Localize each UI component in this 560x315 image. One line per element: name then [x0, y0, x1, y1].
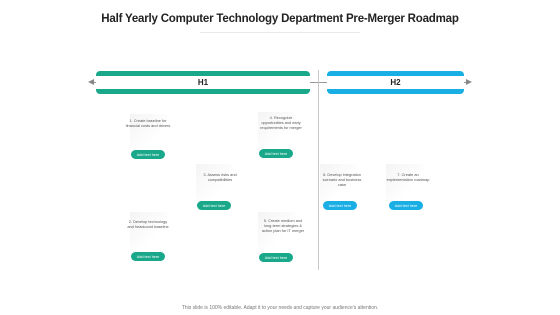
step-card-2 [130, 212, 176, 250]
step-text-1: 1. Create baseline for financial costs and drivers [125, 118, 171, 128]
add-text-button-6[interactable]: Add text here [323, 201, 357, 210]
phase-label-h2: H2 [390, 78, 401, 87]
phase-bar-h2 [327, 71, 464, 94]
footer-note: This slide is 100% editable. Adapt it to your needs and capture your audience's attention. [181, 305, 379, 311]
step-text-6: 6. Develop integration scenario and business case [322, 172, 362, 187]
step-card-3 [196, 164, 242, 202]
add-text-button-7[interactable]: Add text here [389, 201, 423, 210]
arrow-left-icon [88, 79, 94, 85]
step-text-4: 4. Recognize opportunities and early requirements for merger [260, 115, 302, 130]
page-title: Half Yearly Computer Technology Department Pre-Merger Roadmap [101, 13, 459, 25]
phase-divider [318, 70, 319, 270]
step-text-3: 3. Assess risks and compatibilities [203, 172, 237, 182]
add-text-button-3[interactable]: Add text here [197, 201, 231, 210]
add-text-button-4[interactable]: Add text here [259, 149, 293, 158]
step-card-7 [386, 164, 432, 202]
step-text-7: 7. Create an implementation roadmap [386, 172, 430, 182]
step-text-5: 5. Create medium and long-term strategies & action plan for IT merger [261, 218, 305, 233]
title-underline [200, 32, 360, 33]
arrow-right-icon [466, 79, 472, 85]
phase-label-h1: H1 [197, 78, 209, 87]
phase-bar-h1 [96, 71, 310, 94]
add-text-button-2[interactable]: Add text here [131, 252, 165, 261]
add-text-button-1[interactable]: Add text here [131, 150, 165, 159]
add-text-button-5[interactable]: Add text here [259, 253, 293, 262]
step-text-2: 2. Develop technology and headcount baseline [127, 219, 169, 229]
